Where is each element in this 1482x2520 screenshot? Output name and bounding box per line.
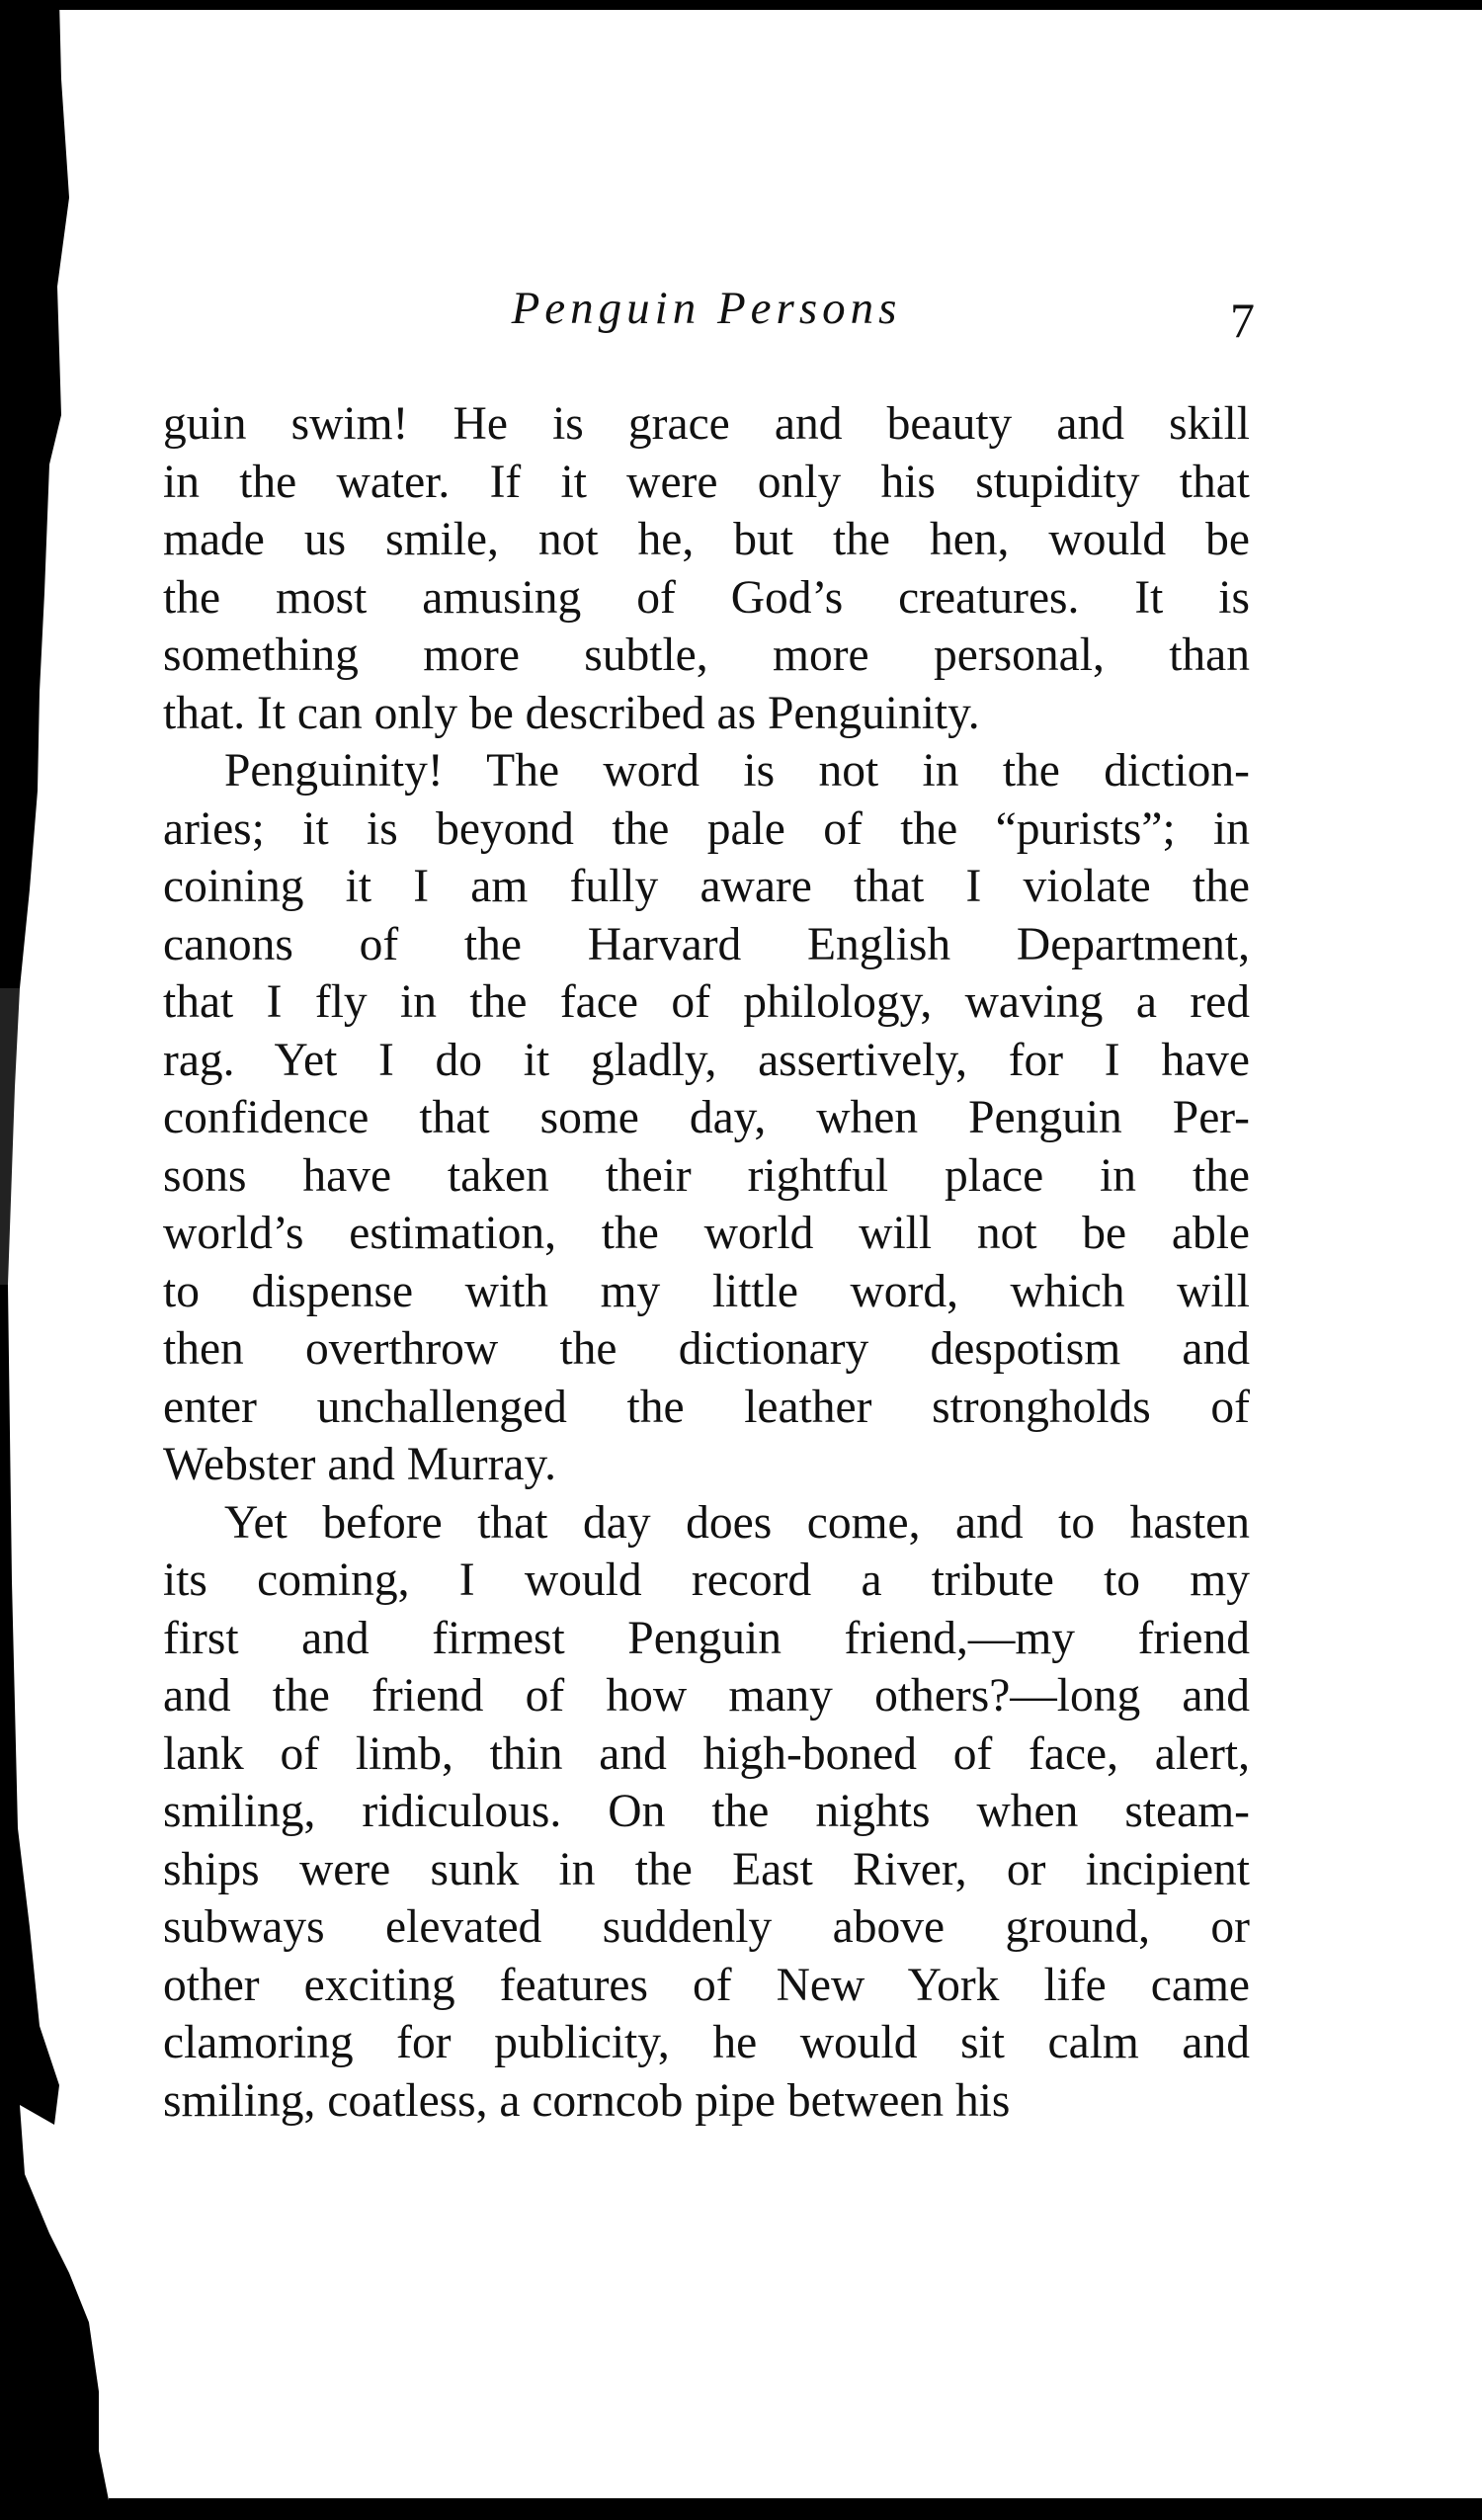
text-line: enter unchallenged the leather strongholds of xyxy=(163,1381,1250,1433)
text-line: that. It can only be described as Penguinity. xyxy=(163,687,980,739)
text-line: guin swim! He is grace and beauty and skill xyxy=(163,398,1250,450)
scan-edge-shadow-mid xyxy=(0,988,20,1285)
text-line: its coming, I would record a tribute to my xyxy=(163,1554,1250,1606)
text-line: aries; it is beyond the pale of the “purists”; in xyxy=(163,802,1250,855)
text-line: rag. Yet I do it gladly, assertively, for I have xyxy=(163,1034,1250,1086)
text-line: smiling, ridiculous. On the nights when steam- xyxy=(163,1786,1250,1837)
text-line: lank of limb, thin and high-boned of face, alert, xyxy=(163,1727,1250,1780)
text-line: the most amusing of God’s creatures. It is xyxy=(163,571,1250,624)
text-line: and the friend of how many others?—long and xyxy=(163,1670,1250,1722)
page-number: 7 xyxy=(1230,293,1255,348)
text-line: made us smile, not he, but the hen, would be xyxy=(163,514,1250,565)
text-line: clamoring for publicity, he would sit calm and xyxy=(163,2017,1250,2068)
scan-edge-shadow-upper xyxy=(0,0,69,988)
running-head-title: Penguin Persons xyxy=(511,283,902,334)
text-line: Webster and Murray. xyxy=(163,1439,557,1490)
text-line: in the water. If it were only his stupidity that xyxy=(163,456,1250,508)
text-line: then overthrow the dictionary despotism and xyxy=(163,1323,1250,1375)
text-line: Penguinity! The word is not in the diction- xyxy=(224,745,1250,797)
text-line: first and firmest Penguin friend,—my friend xyxy=(163,1612,1250,1664)
text-line: that I fly in the face of philology, waving a red xyxy=(163,976,1250,1028)
text-line: canons of the Harvard English Department, xyxy=(163,918,1250,970)
text-line: confidence that some day, when Penguin Per- xyxy=(163,1092,1250,1143)
text-line: subways elevated suddenly above ground, or xyxy=(163,1901,1250,1953)
body-text xyxy=(163,395,1250,2130)
text-line: ships were sunk in the East River, or incipient xyxy=(163,1843,1250,1895)
text-line: other exciting features of New York life came xyxy=(163,1959,1250,2011)
running-head xyxy=(158,282,1255,361)
text-line: world’s estimation, the world will not be able xyxy=(163,1208,1250,1259)
scan-edge-shadow-lower xyxy=(0,1285,109,2520)
scan-border-bottom xyxy=(109,2498,1482,2520)
text-line: sons have taken their rightful place in the xyxy=(163,1149,1250,1202)
paragraph xyxy=(163,395,1250,742)
text-line: coining it I am fully aware that I violate the xyxy=(163,861,1250,912)
text-line: to dispense with my little word, which will xyxy=(163,1265,1250,1317)
paragraph xyxy=(163,742,1250,1494)
text-line: smiling, coatless, a corncob pipe between his xyxy=(163,2074,1011,2127)
text-line: something more subtle, more personal, than xyxy=(163,630,1250,681)
text-line: Yet before that day does come, and to hasten xyxy=(224,1496,1250,1549)
paragraph xyxy=(163,1494,1250,2131)
